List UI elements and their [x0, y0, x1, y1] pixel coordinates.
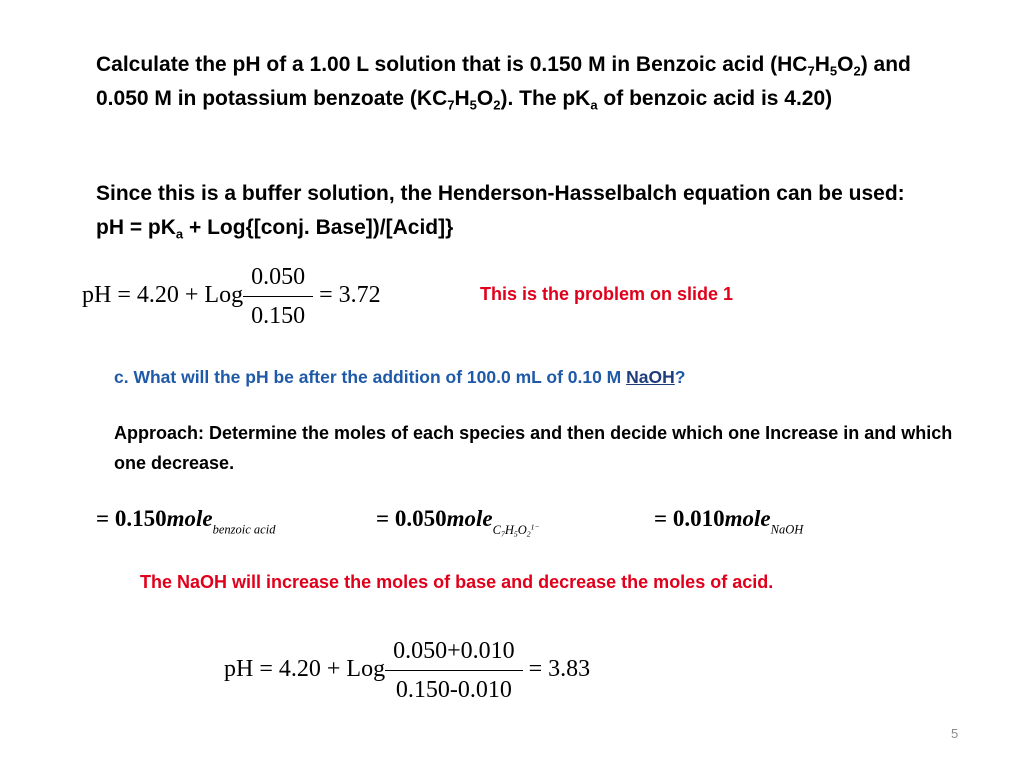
mole-value: = 0.050	[376, 506, 447, 531]
mole-species-label	[493, 523, 540, 537]
mole-species-label: benzoic acid	[212, 522, 276, 537]
approach-text: Approach: Determine the moles of each species and then decide which one Increase in and which one decrease.	[114, 423, 953, 473]
formula-subscript: 5	[469, 97, 477, 113]
formula-subscript: 7	[447, 97, 455, 113]
question-text: c. What will the pH be after the addition of 100.0 mL of 0.10 M	[114, 367, 627, 387]
henderson-equation-2	[224, 632, 590, 709]
mole-naoh	[654, 506, 803, 538]
formula-part: H	[504, 522, 514, 537]
equation-fraction	[243, 258, 313, 335]
formula-part: O	[837, 53, 854, 76]
formula-subscript: 7	[807, 63, 815, 79]
slide-reference-note: This is the problem on slide 1	[480, 284, 734, 304]
formula-subscript: 2	[493, 97, 501, 113]
buffer-explanation	[96, 177, 926, 245]
fraction-denominator: 0.150-0.010	[395, 677, 512, 703]
problem-text-3: ). The pK	[500, 87, 591, 110]
mole-unit: mole	[724, 506, 771, 531]
mole-unit: mole	[446, 506, 493, 531]
buffer-text-2: + Log{[conj. Base])/[Acid]}	[183, 216, 454, 239]
formula-part: O	[476, 87, 494, 110]
formula-subscript: 5	[829, 63, 838, 79]
mole-value: = 0.150	[96, 506, 167, 531]
mole-benzoic-acid	[96, 506, 275, 538]
problem-text-2: ) and 0.050 M in potassium benzoate (KC	[96, 53, 911, 110]
formula-subscript: 5	[513, 529, 518, 539]
formula-part: O	[517, 522, 527, 537]
fraction-numerator: 0.050	[243, 258, 313, 297]
fraction-numerator: 0.050+0.010	[385, 632, 523, 671]
slide-number: 5	[951, 726, 959, 741]
equation-lhs: pH = 4.20 + Log	[82, 282, 244, 309]
formula-charge: 1−	[530, 521, 540, 531]
formula-part: H	[814, 53, 830, 76]
question-mark: ?	[674, 367, 686, 387]
mole-species-label: NaOH	[770, 522, 804, 537]
equation-result: = 3.72	[319, 282, 381, 309]
mole-value: = 0.010	[654, 506, 725, 531]
fraction-denominator: 0.150	[251, 303, 306, 329]
equation-fraction	[385, 632, 523, 709]
equation-result: = 3.83	[528, 656, 591, 683]
formula-subscript: 2	[526, 529, 531, 539]
mole-unit: mole	[166, 506, 213, 531]
formula-subscript: 2	[853, 63, 861, 79]
naoh-link[interactable]: NaOH	[626, 367, 675, 387]
formula-part: C	[492, 522, 501, 537]
formula-subscript: 7	[500, 529, 505, 539]
naoh-effect-note: The NaOH will increase the moles of base and decrease the moles of acid.	[140, 572, 774, 592]
problem-text-4: of benzoic acid is 4.20)	[597, 87, 833, 110]
problem-text-1: Calculate the pH of a 1.00 L solution that is 0.150 M in Benzoic acid (HC	[96, 53, 808, 76]
question-c	[114, 367, 685, 388]
ka-subscript: a	[175, 226, 184, 242]
buffer-text-1: Since this is a buffer solution, the Henderson-Hasselbalch equation can be used: pH = pK	[96, 182, 905, 239]
formula-part: H	[454, 87, 470, 110]
problem-statement	[96, 48, 926, 116]
equation-lhs: pH = 4.20 + Log	[224, 656, 386, 683]
ka-subscript: a	[590, 97, 598, 113]
henderson-equation-1	[82, 258, 381, 335]
mole-benzoate	[376, 506, 540, 538]
